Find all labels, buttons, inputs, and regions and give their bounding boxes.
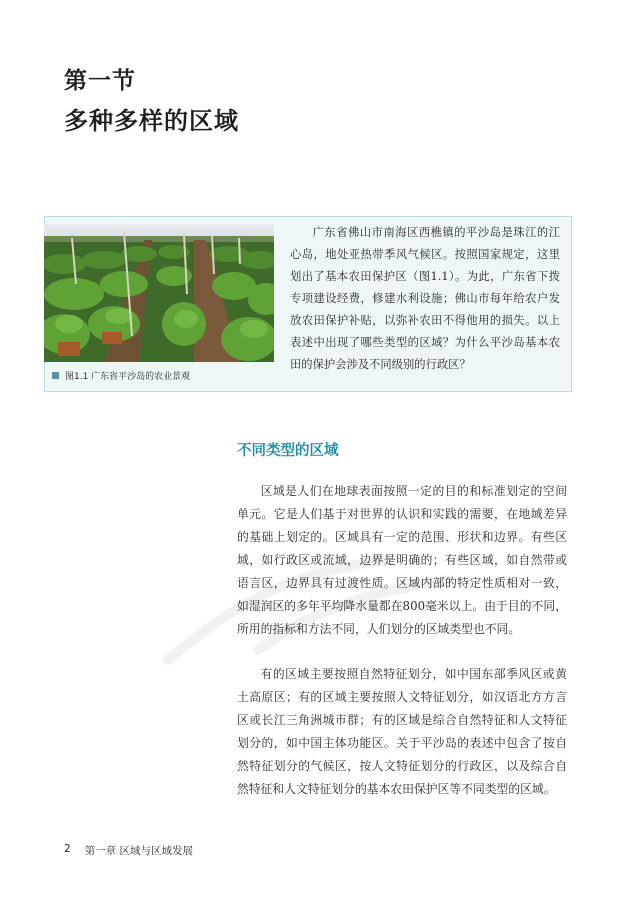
- figure-caption: [52, 367, 190, 383]
- figure-caption-text: 图1.1 广东省平沙岛的农业景观: [65, 371, 191, 382]
- body-paragraph-1: 区域是人们在地球表面按照一定的目的和标准划定的空间单元。它是人们基于对世界的认识和实践的需要，在地域差异的基础上划定的。区域具有一定的范围、形状和边界。有些区域，如行政区或流域，边界是明确的；有些区域，如自然带或语言区，边界具有过渡性质。区域内部的特定性质相对一致，如湿润区的多年平均降水量都在800毫米以上。由于目的不同，所用的指标和方法不同，人们划分的区域类型也不同。: [237, 484, 567, 636]
- page-number: 2: [64, 843, 71, 855]
- section-number: 第一节: [64, 68, 136, 94]
- subheading: 不同类型的区域: [237, 443, 339, 459]
- page-footer: [64, 843, 193, 858]
- farmland-photo: [44, 224, 274, 362]
- section-title: 多种多样的区域: [64, 107, 239, 135]
- body-paragraph-2: 有的区域主要按照自然特征划分，如中国东部季风区或黄土高原区；有的区域主要按照人文特征划分，如汉语北方方言区或长江三角洲城市群；有的区域是综合自然特征和人文特征划分的，如中国主体功能区。关于平沙岛的表述中包含了按自然特征划分的气候区，按人文特征划分的行政区，以及综合自然特征和人文特征划分的基本农田保护区等不同类型的区域。: [237, 667, 567, 796]
- chapter-title: 第一章 区域与区域发展: [84, 845, 194, 857]
- intro-text: 广东省佛山市南海区西樵镇的平沙岛是珠江的江心岛，地处亚热带季风气候区。按照国家规定，这里划出了基本农田保护区（图1.1）。为此，广东省下拨专项建设经费，修建水利设施；佛山市每年给农户发放农田保护补贴，以弥补农田不得他用的损失。以上表述中出现了哪些类型的区域？为什么平沙岛基本农田的保护会涉及不同级别的行政区？: [290, 226, 560, 371]
- caption-marker-icon: [52, 372, 59, 379]
